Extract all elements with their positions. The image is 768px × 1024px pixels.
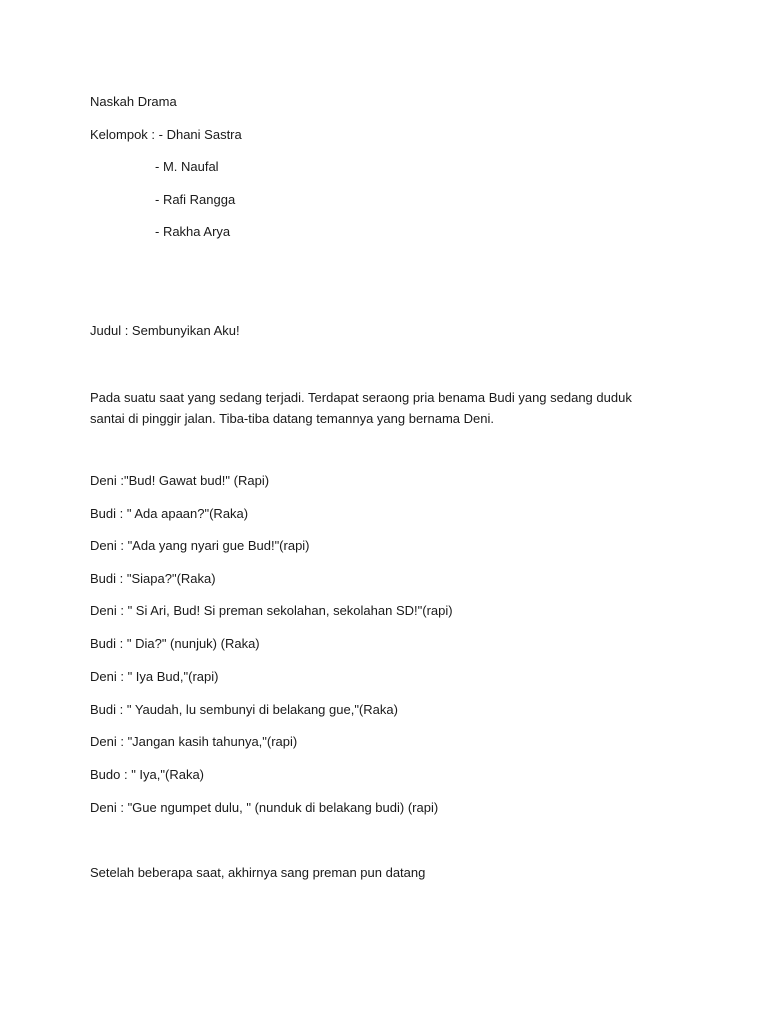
play-title: Judul : Sembunyikan Aku! (90, 323, 240, 338)
dialogue-line: Deni :"Bud! Gawat bud!" (Rapi) (90, 473, 270, 488)
dialogue-line: Budi : " Ada apaan?"(Raka) (90, 506, 249, 521)
dialogue-line: Deni : "Jangan kasih tahunya,"(rapi) (90, 734, 298, 749)
dialogue-line: Deni : "Gue ngumpet dulu, " (nunduk di belakang budi) (rapi) (90, 800, 439, 815)
dialogue-line: Budi : " Dia?" (nunjuk) (Raka) (90, 636, 260, 651)
dialogue-line: Budi : " Yaudah, lu sembunyi di belakang gue,"(Raka) (90, 702, 398, 717)
document-title: Naskah Drama (90, 94, 177, 109)
dialogue-line: Deni : "Ada yang nyari gue Bud!"(rapi) (90, 538, 310, 553)
member-item: - M. Naufal (155, 159, 219, 174)
dialogue-line: Deni : " Iya Bud,"(rapi) (90, 669, 219, 684)
dialogue-line: Budi : "Siapa?"(Raka) (90, 571, 216, 586)
intro-paragraph: Pada suatu saat yang sedang terjadi. Terdapat seraong pria benama Budi yang sedang duduk santai di pinggir jalan. Tiba-tiba datang temannya yang bernama Deni. (90, 390, 632, 426)
dialogue-line: Budo : " Iya,"(Raka) (90, 767, 204, 782)
member-item: - Rafi Rangga (155, 192, 236, 207)
group-line: Kelompok : - Dhani Sastra (90, 127, 242, 142)
member-item: - Rakha Arya (155, 224, 231, 239)
dialogue-line: Deni : " Si Ari, Bud! Si preman sekolahan, sekolahan SD!"(rapi) (90, 603, 453, 618)
closing-line: Setelah beberapa saat, akhirnya sang preman pun datang (90, 865, 426, 880)
